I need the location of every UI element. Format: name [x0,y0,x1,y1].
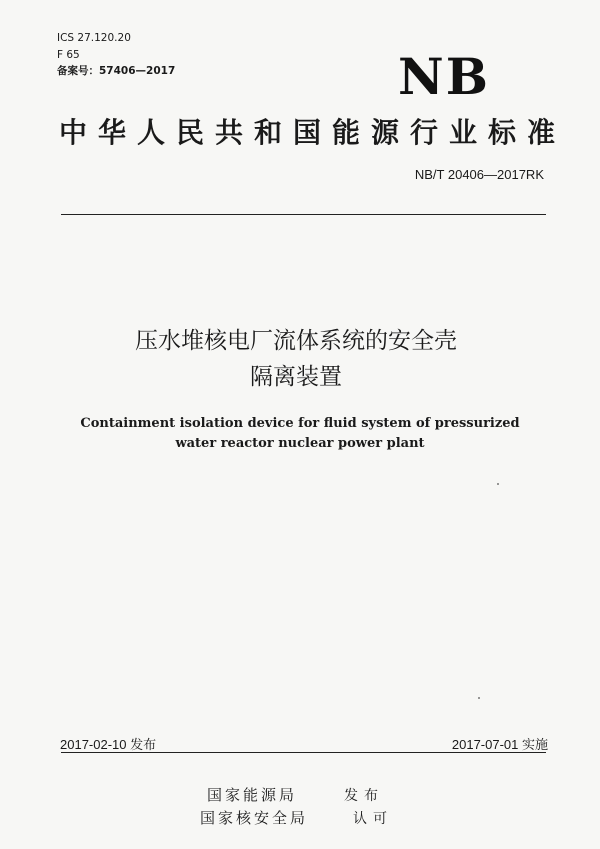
implementation-date: 2017-07-01 实施 [451,737,548,752]
document-title-en-line1: Containment isolation device for fluid system of pressurized [80,416,520,431]
nb-logo: NB [398,47,490,106]
issuing-authority-1: 国家能源局 [207,786,298,804]
issuing-authority-2: 国家核安全局 [200,809,309,827]
standard-category-title: 中华人民共和国能源行业标准 [59,116,567,149]
document-title-cn-line1: 压水堆核电厂流体系统的安全壳 [135,328,457,354]
document-title-cn-line2: 隔离装置 [250,364,342,390]
bottom-divider [61,752,546,753]
issuing-action-1: 发布 [344,788,384,804]
ccs-code: F 65 [57,49,80,61]
document-title-en-line2: water reactor nuclear power plant [175,436,425,451]
issuing-action-2: 认可 [353,811,393,827]
standard-code: NB/T 20406—2017RK [414,167,544,182]
scan-speck [478,697,480,699]
issue-date: 2017-02-10 发布 [60,737,157,752]
scan-speck [497,483,499,485]
top-divider [61,214,546,215]
ics-code: ICS 27.120.20 [57,32,131,44]
record-number: 备案号：57406—2017 [57,65,176,77]
